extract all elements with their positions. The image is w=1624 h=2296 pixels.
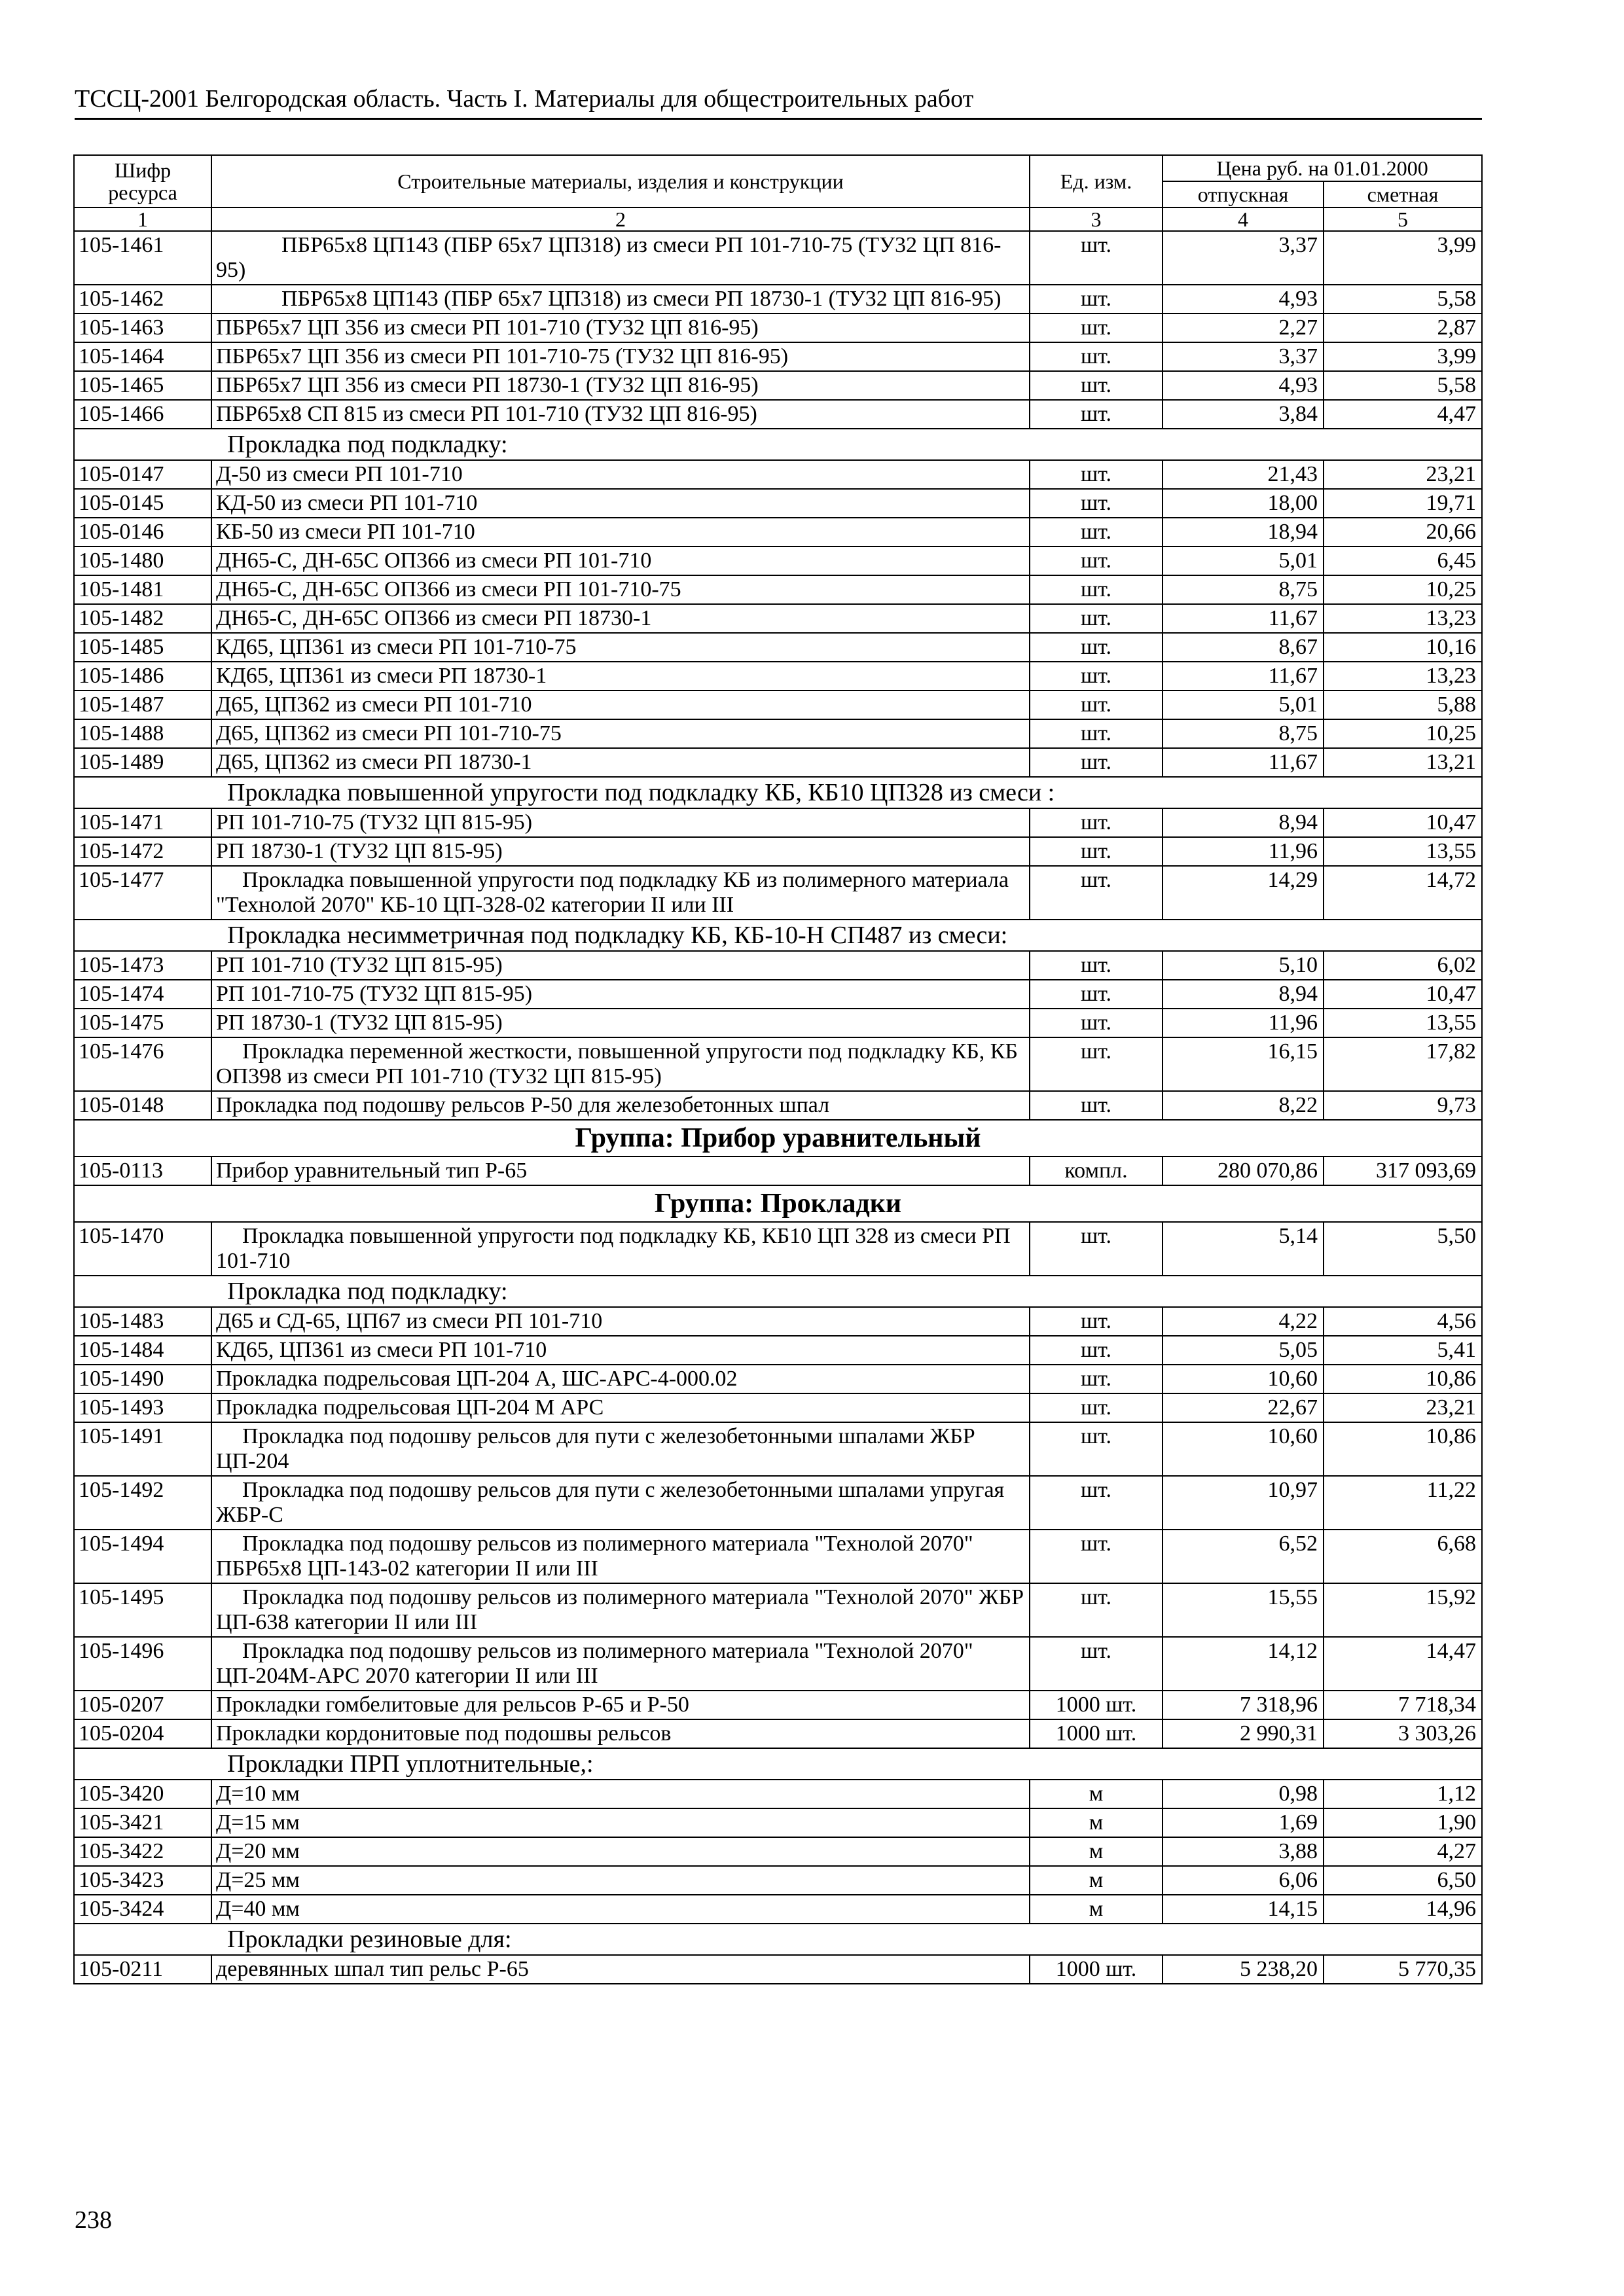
- estimate-price-cell: 9,73: [1324, 1091, 1482, 1120]
- table-row: [74, 1393, 1482, 1422]
- unit-cell: шт.: [1030, 951, 1163, 980]
- estimate-price-cell: 5 770,35: [1324, 1955, 1482, 1984]
- estimate-price-cell: 5,41: [1324, 1336, 1482, 1365]
- release-price-cell: 5 238,20: [1163, 1955, 1324, 1984]
- estimate-price-cell: 5,58: [1324, 285, 1482, 314]
- release-price-cell: 8,94: [1163, 808, 1324, 837]
- estimate-price-cell: 2,87: [1324, 314, 1482, 342]
- resource-code-cell: 105-1465: [74, 371, 211, 400]
- unit-cell: шт.: [1030, 691, 1163, 719]
- estimate-price-cell: 5,58: [1324, 371, 1482, 400]
- estimate-price-cell: 14,47: [1324, 1637, 1482, 1691]
- unit-cell: м: [1030, 1866, 1163, 1895]
- estimate-price-cell: 6,45: [1324, 547, 1482, 575]
- unit-cell: компл.: [1030, 1157, 1163, 1185]
- release-price-cell: 2,27: [1163, 314, 1324, 342]
- section-heading-row: [74, 1924, 1482, 1955]
- resource-code-cell: 105-0113: [74, 1157, 211, 1185]
- estimate-price-cell: 15,92: [1324, 1583, 1482, 1637]
- release-price-cell: 10,97: [1163, 1476, 1324, 1530]
- resource-code-cell: 105-1472: [74, 837, 211, 866]
- material-name-cell: ПБР65х8 СП 815 из смеси РП 101-710 (ТУ32 ЦП 816-95): [211, 400, 1030, 429]
- estimate-price-cell: 23,21: [1324, 1393, 1482, 1422]
- unit-cell: шт.: [1030, 604, 1163, 633]
- table-row: [74, 1422, 1482, 1476]
- unit-cell: шт.: [1030, 1637, 1163, 1691]
- release-price-cell: 3,84: [1163, 400, 1324, 429]
- release-price-cell: 6,52: [1163, 1530, 1324, 1583]
- release-price-cell: 10,60: [1163, 1422, 1324, 1476]
- material-name-cell: РП 101-710-75 (ТУ32 ЦП 815-95): [211, 808, 1030, 837]
- unit-cell: м: [1030, 1895, 1163, 1924]
- resource-code-cell: 105-0147: [74, 460, 211, 489]
- unit-cell: 1000 шт.: [1030, 1691, 1163, 1719]
- estimate-price-cell: 317 093,69: [1324, 1157, 1482, 1185]
- material-name-cell: ПБР65х8 ЦП143 (ПБР 65х7 ЦП318) из смеси РП 101-710-75 (ТУ32 ЦП 816-95): [211, 231, 1030, 285]
- table-row: [74, 1780, 1482, 1808]
- estimate-price-cell: 10,25: [1324, 719, 1482, 748]
- section-heading: Прокладка несимметричная под подкладку КБ, КБ-10-Н СП487 из смеси:: [74, 920, 1482, 951]
- header-name: Строительные материалы, изделия и конструкции: [211, 155, 1030, 207]
- release-price-cell: 8,22: [1163, 1091, 1324, 1120]
- resource-code-cell: 105-1471: [74, 808, 211, 837]
- material-name-cell: Д-50 из смеси РП 101-710: [211, 460, 1030, 489]
- release-price-cell: 5,10: [1163, 951, 1324, 980]
- resource-code-cell: 105-3424: [74, 1895, 211, 1924]
- release-price-cell: 14,12: [1163, 1637, 1324, 1691]
- table-row: [74, 837, 1482, 866]
- group-heading-row: [74, 1120, 1482, 1157]
- table-row: [74, 400, 1482, 429]
- table-row: [74, 1691, 1482, 1719]
- release-price-cell: 21,43: [1163, 460, 1324, 489]
- estimate-price-cell: 13,55: [1324, 1009, 1482, 1037]
- estimate-price-cell: 3,99: [1324, 342, 1482, 371]
- material-name-cell: ДН65-С, ДН-65С ОП366 из смеси РП 18730-1: [211, 604, 1030, 633]
- estimate-price-cell: 23,21: [1324, 460, 1482, 489]
- material-name-cell: деревянных шпал тип рельс Р-65: [211, 1955, 1030, 1984]
- unit-cell: шт.: [1030, 866, 1163, 920]
- section-heading-row: [74, 777, 1482, 808]
- release-price-cell: 11,67: [1163, 748, 1324, 777]
- material-name-cell: Прибор уравнительный тип Р-65: [211, 1157, 1030, 1185]
- release-price-cell: 14,29: [1163, 866, 1324, 920]
- unit-cell: шт.: [1030, 314, 1163, 342]
- release-price-cell: 14,15: [1163, 1895, 1324, 1924]
- group-heading: Группа: Прокладки: [74, 1185, 1482, 1222]
- estimate-price-cell: 3 303,26: [1324, 1719, 1482, 1748]
- table-row: [74, 866, 1482, 920]
- resource-code-cell: 105-1481: [74, 575, 211, 604]
- unit-cell: м: [1030, 1808, 1163, 1837]
- material-name-cell: ПБР65х8 ЦП143 (ПБР 65х7 ЦП318) из смеси РП 18730-1 (ТУ32 ЦП 816-95): [211, 285, 1030, 314]
- material-name-cell: Прокладка под подошву рельсов из полимерного материала "Технолой 2070" ПБР65х8 ЦП-143-02 категории II или III: [211, 1530, 1030, 1583]
- material-name-cell: КБ-50 из смеси РП 101-710: [211, 518, 1030, 547]
- material-name-cell: Прокладка под подошву рельсов из полимерного материала "Технолой 2070" ЖБР ЦП-638 категории II или III: [211, 1583, 1030, 1637]
- group-heading-row: [74, 1185, 1482, 1222]
- resource-code-cell: 105-1489: [74, 748, 211, 777]
- estimate-price-cell: 1,12: [1324, 1780, 1482, 1808]
- header-price: Цена руб. на 01.01.2000: [1163, 155, 1482, 181]
- unit-cell: шт.: [1030, 1307, 1163, 1336]
- release-price-cell: 0,98: [1163, 1780, 1324, 1808]
- unit-cell: шт.: [1030, 285, 1163, 314]
- resource-code-cell: 105-1461: [74, 231, 211, 285]
- release-price-cell: 8,94: [1163, 980, 1324, 1009]
- estimate-price-cell: 13,55: [1324, 837, 1482, 866]
- release-price-cell: 8,67: [1163, 633, 1324, 662]
- unit-cell: шт.: [1030, 575, 1163, 604]
- material-name-cell: Д=10 мм: [211, 1780, 1030, 1808]
- table-body: [74, 231, 1482, 1984]
- table-row: [74, 1837, 1482, 1866]
- resource-code-cell: 105-3423: [74, 1866, 211, 1895]
- table-row: [74, 1009, 1482, 1037]
- estimate-price-cell: 3,99: [1324, 231, 1482, 285]
- column-number: 5: [1324, 207, 1482, 231]
- release-price-cell: 5,01: [1163, 547, 1324, 575]
- unit-cell: шт.: [1030, 1009, 1163, 1037]
- material-name-cell: Д65, ЦП362 из смеси РП 101-710: [211, 691, 1030, 719]
- resource-code-cell: 105-1463: [74, 314, 211, 342]
- table-row: [74, 691, 1482, 719]
- group-heading: Группа: Прибор уравнительный: [74, 1120, 1482, 1157]
- section-heading-row: [74, 1748, 1482, 1780]
- resource-code-cell: 105-1487: [74, 691, 211, 719]
- resource-code-cell: 105-0207: [74, 1691, 211, 1719]
- material-name-cell: КД65, ЦП361 из смеси РП 18730-1: [211, 662, 1030, 691]
- release-price-cell: 280 070,86: [1163, 1157, 1324, 1185]
- release-price-cell: 3,37: [1163, 231, 1324, 285]
- release-price-cell: 4,93: [1163, 371, 1324, 400]
- table-row: [74, 1583, 1482, 1637]
- release-price-cell: 11,96: [1163, 837, 1324, 866]
- release-price-cell: 5,14: [1163, 1222, 1324, 1276]
- resource-code-cell: 105-1476: [74, 1037, 211, 1091]
- unit-cell: м: [1030, 1780, 1163, 1808]
- material-name-cell: Д65, ЦП362 из смеси РП 18730-1: [211, 748, 1030, 777]
- table-row: [74, 460, 1482, 489]
- table-row: [74, 371, 1482, 400]
- resource-code-cell: 105-1470: [74, 1222, 211, 1276]
- unit-cell: шт.: [1030, 518, 1163, 547]
- material-name-cell: ПБР65х7 ЦП 356 из смеси РП 18730-1 (ТУ32 ЦП 816-95): [211, 371, 1030, 400]
- release-price-cell: 6,06: [1163, 1866, 1324, 1895]
- unit-cell: шт.: [1030, 460, 1163, 489]
- material-name-cell: Прокладка подрельсовая ЦП-204 А, ШС-АРС-4-000.02: [211, 1365, 1030, 1393]
- release-price-cell: 4,93: [1163, 285, 1324, 314]
- estimate-price-cell: 5,88: [1324, 691, 1482, 719]
- resource-code-cell: 105-1490: [74, 1365, 211, 1393]
- unit-cell: шт.: [1030, 808, 1163, 837]
- header-rule: [75, 118, 1482, 120]
- resource-code-cell: 105-0145: [74, 489, 211, 518]
- estimate-price-cell: 6,68: [1324, 1530, 1482, 1583]
- table-row: [74, 231, 1482, 285]
- estimate-price-cell: 10,86: [1324, 1365, 1482, 1393]
- resource-code-cell: 105-1482: [74, 604, 211, 633]
- resource-code-cell: 105-1491: [74, 1422, 211, 1476]
- release-price-cell: 3,37: [1163, 342, 1324, 371]
- unit-cell: шт.: [1030, 1530, 1163, 1583]
- table-row: [74, 1336, 1482, 1365]
- table-row: [74, 1365, 1482, 1393]
- unit-cell: шт.: [1030, 547, 1163, 575]
- section-heading: Прокладки ПРП уплотнительные,:: [74, 1748, 1482, 1780]
- table-row: [74, 1091, 1482, 1120]
- resource-code-cell: 105-0211: [74, 1955, 211, 1984]
- estimate-price-cell: 10,25: [1324, 575, 1482, 604]
- material-name-cell: ДН65-С, ДН-65С ОП366 из смеси РП 101-710: [211, 547, 1030, 575]
- column-number: 2: [211, 207, 1030, 231]
- unit-cell: шт.: [1030, 719, 1163, 748]
- table-row: [74, 489, 1482, 518]
- release-price-cell: 5,01: [1163, 691, 1324, 719]
- material-name-cell: ДН65-С, ДН-65С ОП366 из смеси РП 101-710-75: [211, 575, 1030, 604]
- release-price-cell: 11,67: [1163, 604, 1324, 633]
- estimate-price-cell: 4,56: [1324, 1307, 1482, 1336]
- material-name-cell: Д65, ЦП362 из смеси РП 101-710-75: [211, 719, 1030, 748]
- resource-code-cell: 105-1494: [74, 1530, 211, 1583]
- estimate-price-cell: 13,23: [1324, 662, 1482, 691]
- resource-code-cell: 105-0148: [74, 1091, 211, 1120]
- page-header: ТССЦ-2001 Белгородская область. Часть I. Материалы для общестроительных работ: [75, 85, 974, 113]
- estimate-price-cell: 10,47: [1324, 980, 1482, 1009]
- resource-code-cell: 105-3420: [74, 1780, 211, 1808]
- column-numbers-row: [74, 207, 1482, 231]
- material-name-cell: Прокладки гомбелитовые для рельсов Р-65 и Р-50: [211, 1691, 1030, 1719]
- material-name-cell: ПБР65х7 ЦП 356 из смеси РП 101-710-75 (ТУ32 ЦП 816-95): [211, 342, 1030, 371]
- header-code: Шифр ресурса: [74, 155, 211, 207]
- table-row: [74, 748, 1482, 777]
- release-price-cell: 4,22: [1163, 1307, 1324, 1336]
- table-header-row: [74, 155, 1482, 181]
- table-row: [74, 547, 1482, 575]
- release-price-cell: 3,88: [1163, 1837, 1324, 1866]
- estimate-price-cell: 4,27: [1324, 1837, 1482, 1866]
- unit-cell: 1000 шт.: [1030, 1955, 1163, 1984]
- table-row: [74, 808, 1482, 837]
- resource-code-cell: 105-1483: [74, 1307, 211, 1336]
- material-name-cell: Прокладки кордонитовые под подошвы рельсов: [211, 1719, 1030, 1748]
- estimate-price-cell: 17,82: [1324, 1037, 1482, 1091]
- table-row: [74, 951, 1482, 980]
- unit-cell: шт.: [1030, 662, 1163, 691]
- unit-cell: шт.: [1030, 1336, 1163, 1365]
- table-row: [74, 285, 1482, 314]
- material-name-cell: Д=40 мм: [211, 1895, 1030, 1924]
- resource-code-cell: 105-1486: [74, 662, 211, 691]
- unit-cell: шт.: [1030, 633, 1163, 662]
- table-row: [74, 662, 1482, 691]
- resource-code-cell: 105-1477: [74, 866, 211, 920]
- estimate-price-cell: 4,47: [1324, 400, 1482, 429]
- section-heading-row: [74, 920, 1482, 951]
- table-row: [74, 1637, 1482, 1691]
- resource-code-cell: 105-1495: [74, 1583, 211, 1637]
- resource-code-cell: 105-1492: [74, 1476, 211, 1530]
- unit-cell: шт.: [1030, 1393, 1163, 1422]
- unit-cell: шт.: [1030, 1365, 1163, 1393]
- material-name-cell: РП 101-710 (ТУ32 ЦП 815-95): [211, 951, 1030, 980]
- release-price-cell: 16,15: [1163, 1037, 1324, 1091]
- table-row: [74, 1866, 1482, 1895]
- unit-cell: м: [1030, 1837, 1163, 1866]
- estimate-price-cell: 10,16: [1324, 633, 1482, 662]
- table-row: [74, 1157, 1482, 1185]
- unit-cell: шт.: [1030, 489, 1163, 518]
- unit-cell: шт.: [1030, 1037, 1163, 1091]
- section-heading-row: [74, 1276, 1482, 1307]
- material-name-cell: Прокладка под подошву рельсов для пути с железобетонными шпалами ЖБР ЦП-204: [211, 1422, 1030, 1476]
- release-price-cell: 11,67: [1163, 662, 1324, 691]
- unit-cell: шт.: [1030, 1222, 1163, 1276]
- material-name-cell: Д=25 мм: [211, 1866, 1030, 1895]
- table-row: [74, 575, 1482, 604]
- material-name-cell: Д65 и СД-65, ЦП67 из смеси РП 101-710: [211, 1307, 1030, 1336]
- release-price-cell: 1,69: [1163, 1808, 1324, 1837]
- estimate-price-cell: 10,86: [1324, 1422, 1482, 1476]
- unit-cell: шт.: [1030, 1476, 1163, 1530]
- release-price-cell: 2 990,31: [1163, 1719, 1324, 1748]
- table-row: [74, 1476, 1482, 1530]
- estimate-price-cell: 19,71: [1324, 489, 1482, 518]
- estimate-price-cell: 20,66: [1324, 518, 1482, 547]
- table-row: [74, 1530, 1482, 1583]
- table-row: [74, 1955, 1482, 1984]
- release-price-cell: 18,94: [1163, 518, 1324, 547]
- unit-cell: шт.: [1030, 1583, 1163, 1637]
- page-number: 238: [75, 2206, 112, 2234]
- table-row: [74, 980, 1482, 1009]
- material-name-cell: КД65, ЦП361 из смеси РП 101-710-75: [211, 633, 1030, 662]
- estimate-price-cell: 7 718,34: [1324, 1691, 1482, 1719]
- section-heading: Прокладка под подкладку:: [74, 429, 1482, 460]
- unit-cell: шт.: [1030, 837, 1163, 866]
- resource-code-cell: 105-1484: [74, 1336, 211, 1365]
- material-name-cell: ПБР65х7 ЦП 356 из смеси РП 101-710 (ТУ32 ЦП 816-95): [211, 314, 1030, 342]
- estimate-price-cell: 14,96: [1324, 1895, 1482, 1924]
- unit-cell: шт.: [1030, 980, 1163, 1009]
- estimate-price-cell: 10,47: [1324, 808, 1482, 837]
- unit-cell: шт.: [1030, 231, 1163, 285]
- header-estimate-price: сметная: [1324, 181, 1482, 207]
- release-price-cell: 5,05: [1163, 1336, 1324, 1365]
- unit-cell: шт.: [1030, 371, 1163, 400]
- release-price-cell: 10,60: [1163, 1365, 1324, 1393]
- estimate-price-cell: 6,50: [1324, 1866, 1482, 1895]
- unit-cell: шт.: [1030, 342, 1163, 371]
- release-price-cell: 22,67: [1163, 1393, 1324, 1422]
- resource-code-cell: 105-1475: [74, 1009, 211, 1037]
- release-price-cell: 18,00: [1163, 489, 1324, 518]
- table-row: [74, 342, 1482, 371]
- unit-cell: шт.: [1030, 748, 1163, 777]
- resource-code-cell: 105-1493: [74, 1393, 211, 1422]
- table-row: [74, 518, 1482, 547]
- section-heading: Прокладка под подкладку:: [74, 1276, 1482, 1307]
- resource-code-cell: 105-1462: [74, 285, 211, 314]
- material-name-cell: РП 18730-1 (ТУ32 ЦП 815-95): [211, 1009, 1030, 1037]
- unit-cell: шт.: [1030, 1091, 1163, 1120]
- material-name-cell: РП 18730-1 (ТУ32 ЦП 815-95): [211, 837, 1030, 866]
- resource-code-cell: 105-1464: [74, 342, 211, 371]
- column-number: 1: [74, 207, 211, 231]
- material-name-cell: КД-50 из смеси РП 101-710: [211, 489, 1030, 518]
- material-name-cell: Прокладка повышенной упругости под подкладку КБ, КБ10 ЦП 328 из смеси РП 101-710: [211, 1222, 1030, 1276]
- material-name-cell: Прокладка под подошву рельсов из полимерного материала "Технолой 2070" ЦП-204М-АРС 2070 категории II или III: [211, 1637, 1030, 1691]
- header-unit: Ед. изм.: [1030, 155, 1163, 207]
- resource-code-cell: 105-1480: [74, 547, 211, 575]
- column-number: 3: [1030, 207, 1163, 231]
- section-heading: Прокладка повышенной упругости под подкладку КБ, КБ10 ЦП328 из смеси :: [74, 777, 1482, 808]
- table-row: [74, 1037, 1482, 1091]
- table-row: [74, 314, 1482, 342]
- material-name-cell: Прокладка повышенной упругости под подкладку КБ из полимерного материала "Технолой 2070" КБ-10 ЦП-328-02 категории II или III: [211, 866, 1030, 920]
- release-price-cell: 15,55: [1163, 1583, 1324, 1637]
- resource-code-cell: 105-1466: [74, 400, 211, 429]
- material-name-cell: КД65, ЦП361 из смеси РП 101-710: [211, 1336, 1030, 1365]
- table-row: [74, 633, 1482, 662]
- column-number: 4: [1163, 207, 1324, 231]
- table-row: [74, 604, 1482, 633]
- section-heading-row: [74, 429, 1482, 460]
- material-name-cell: РП 101-710-75 (ТУ32 ЦП 815-95): [211, 980, 1030, 1009]
- table-row: [74, 1307, 1482, 1336]
- resource-code-cell: 105-1474: [74, 980, 211, 1009]
- estimate-price-cell: 5,50: [1324, 1222, 1482, 1276]
- material-name-cell: Д=15 мм: [211, 1808, 1030, 1837]
- table-row: [74, 1895, 1482, 1924]
- table-row: [74, 719, 1482, 748]
- resource-code-cell: 105-1496: [74, 1637, 211, 1691]
- resource-code-cell: 105-3421: [74, 1808, 211, 1837]
- estimate-price-cell: 1,90: [1324, 1808, 1482, 1837]
- table-row: [74, 1719, 1482, 1748]
- estimate-price-cell: 14,72: [1324, 866, 1482, 920]
- unit-cell: 1000 шт.: [1030, 1719, 1163, 1748]
- resource-code-cell: 105-3422: [74, 1837, 211, 1866]
- resource-code-cell: 105-1473: [74, 951, 211, 980]
- header-release-price: отпускная: [1163, 181, 1324, 207]
- table-row: [74, 1808, 1482, 1837]
- price-table: [73, 154, 1483, 1984]
- resource-code-cell: 105-1485: [74, 633, 211, 662]
- release-price-cell: 8,75: [1163, 719, 1324, 748]
- estimate-price-cell: 6,02: [1324, 951, 1482, 980]
- estimate-price-cell: 13,21: [1324, 748, 1482, 777]
- release-price-cell: 11,96: [1163, 1009, 1324, 1037]
- unit-cell: шт.: [1030, 400, 1163, 429]
- estimate-price-cell: 13,23: [1324, 604, 1482, 633]
- unit-cell: шт.: [1030, 1422, 1163, 1476]
- resource-code-cell: 105-0204: [74, 1719, 211, 1748]
- material-name-cell: Прокладка подрельсовая ЦП-204 М АРС: [211, 1393, 1030, 1422]
- material-name-cell: Прокладка переменной жесткости, повышенной упругости под подкладку КБ, КБ ОП398 из смеси РП 101-710 (ТУ32 ЦП 815-95): [211, 1037, 1030, 1091]
- material-name-cell: Прокладка под подошву рельсов для пути с железобетонными шпалами упругая ЖБР-С: [211, 1476, 1030, 1530]
- material-name-cell: Д=20 мм: [211, 1837, 1030, 1866]
- release-price-cell: 7 318,96: [1163, 1691, 1324, 1719]
- resource-code-cell: 105-1488: [74, 719, 211, 748]
- section-heading: Прокладки резиновые для:: [74, 1924, 1482, 1955]
- resource-code-cell: 105-0146: [74, 518, 211, 547]
- material-name-cell: Прокладка под подошву рельсов Р-50 для железобетонных шпал: [211, 1091, 1030, 1120]
- release-price-cell: 8,75: [1163, 575, 1324, 604]
- table-row: [74, 1222, 1482, 1276]
- estimate-price-cell: 11,22: [1324, 1476, 1482, 1530]
